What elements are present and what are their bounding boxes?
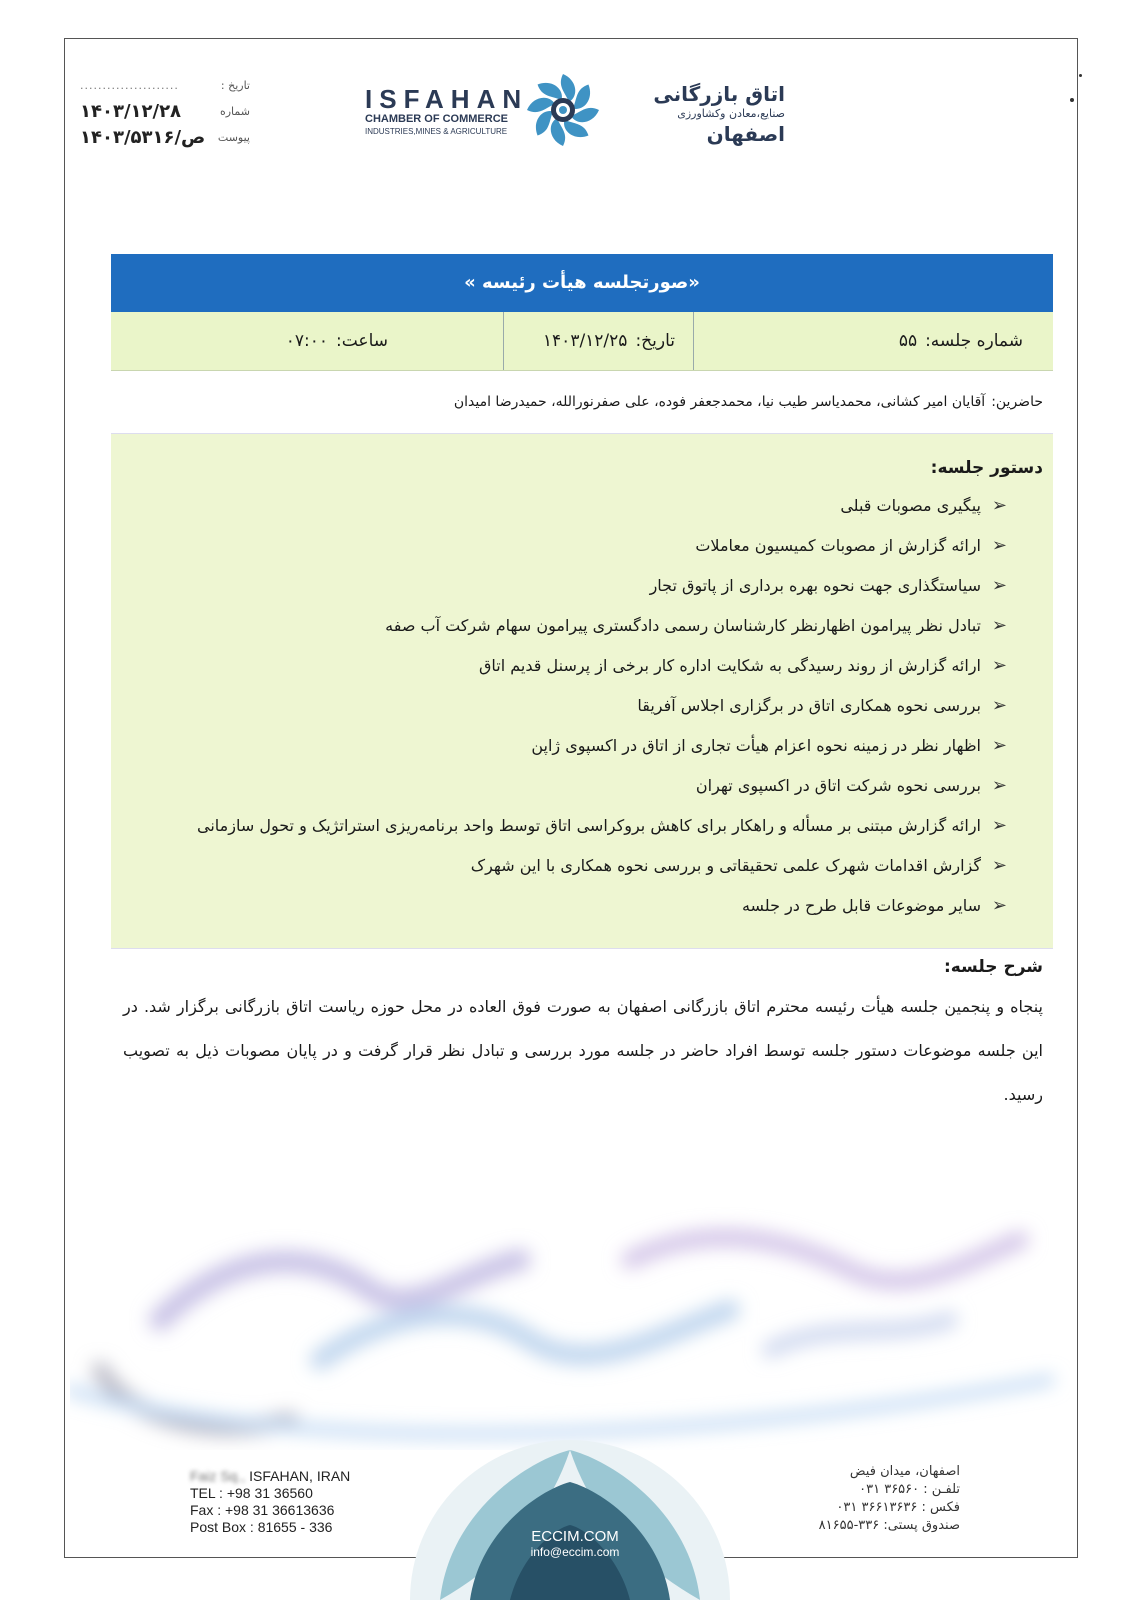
session-number-label: شماره جلسه: (925, 331, 1023, 351)
session-time-value: ۰۷:۰۰ (285, 331, 328, 351)
chamber-logo (365, 72, 785, 152)
agenda-item: ➢ ارائه گزارش از روند رسیدگی به شکایت اداره کار برخی از پرسنل قدیم اتاق (123, 646, 1043, 686)
fa-pobox: صندوق پستی: ۳۳۶-۸۱۶۵۵ (818, 1518, 960, 1533)
attachment-value: ۱۴۰۳/ص/۵۳۱۶ (80, 126, 206, 148)
attachment-row (80, 124, 250, 150)
en-pobox: Post Box : 81655 - 336 (190, 1519, 333, 1535)
arrow-bullet-icon: ➢ (991, 775, 1007, 796)
footer-contact-persian (780, 1463, 960, 1535)
agenda-item: ➢ اظهار نظر در زمینه نحوه اعزام هیأت تجاری از اتاق در اکسپوی ژاپن (123, 726, 1043, 766)
minutes-title: «صورتجلسه هیأت رئیسه » (111, 254, 1053, 312)
fa-address: اصفهان، میدان فیض (849, 1464, 960, 1479)
arrow-bullet-icon: ➢ (991, 855, 1007, 876)
agenda-item: ➢ سایر موضوعات قابل طرح در جلسه (123, 886, 1043, 926)
agenda-item: ➢ ارائه گزارش از مصوبات کمیسیون معاملات (123, 526, 1043, 566)
email-link[interactable]: info@eccim.com (530, 1545, 620, 1559)
logo-en-line3: INDUSTRIES,MINES & AGRICULTURE (365, 127, 508, 136)
agenda-item: ➢ سیاستگذاری جهت نحوه بهره برداری از پاتوق تجار (123, 566, 1043, 606)
agenda-section (111, 434, 1053, 948)
agenda-heading: دستور جلسه: (930, 458, 1043, 478)
attendees-label: حاضرین: (991, 394, 1043, 410)
footer-contact-english (190, 1468, 390, 1536)
arrow-bullet-icon: ➢ (991, 495, 1007, 516)
agenda-item: ➢ تبادل نظر پیرامون اظهارنظر کارشناسان رسمی دادگستری پیرامون سهام شرکت آب صفه (123, 606, 1043, 646)
session-number-value: ۵۵ (898, 331, 918, 351)
en-address (190, 1468, 390, 1485)
logo-emblem-icon (525, 72, 601, 148)
session-time-label: ساعت: (336, 331, 388, 351)
logo-en-name: ISFAHAN (365, 84, 529, 114)
description-heading: شرح جلسه: (943, 957, 1043, 977)
blurred-signature-marks (70, 1200, 1070, 1450)
arrow-bullet-icon: ➢ (991, 655, 1007, 676)
attendees-value: آقایان امیر کشانی، محمدیاسر طیب نیا، محمدجعفر فوده، علی صفرنورالله، حمیدرضا امیدان (453, 394, 986, 410)
en-tel: TEL : +98 31 36560 (190, 1485, 313, 1501)
description-section (111, 948, 1053, 1147)
attachment-label: پیوست (217, 130, 250, 144)
session-number-cell (693, 312, 1053, 370)
footer-website (500, 1528, 650, 1559)
number-row (80, 98, 250, 124)
number-label: شماره (219, 104, 250, 118)
logo-fa-line2: صنایع،معادن وکشاورزی (677, 107, 785, 120)
logo-fa-line3: اصفهان (706, 122, 785, 146)
logo-persian (615, 82, 785, 146)
arrow-bullet-icon: ➢ (991, 615, 1007, 636)
blurred-signatures (70, 1200, 1070, 1450)
agenda-item: ➢ ارائه گزارش مبتنی بر مسأله و راهکار برای کاهش بروکراسی اتاق توسط واحد برنامه‌ریزی استراتژیک و تحول سازمانی (123, 806, 1043, 846)
date-row (80, 72, 250, 98)
session-time-cell (111, 312, 503, 370)
corner-marks (1064, 70, 1084, 110)
fa-phone: تلفـن : ۳۶۵۶۰ ۰۳۱ (859, 1482, 960, 1497)
agenda-item: ➢ بررسی نحوه شرکت اتاق در اکسپوی تهران (123, 766, 1043, 806)
minutes-table (111, 254, 1053, 1147)
logo-en-line2: CHAMBER OF COMMERCE (365, 113, 508, 125)
date-label: تاریخ : (220, 78, 250, 92)
letter-metadata (80, 72, 250, 150)
session-date-value: ۱۴۰۳/۱۲/۲۵ (542, 331, 628, 351)
session-info-row (111, 312, 1053, 371)
fa-fax: فکس : ۳۶۶۱۳۶۳۶ ۰۳۱ (836, 1500, 960, 1515)
attendees-row (111, 371, 1053, 434)
date-placeholder: ...................... (80, 78, 179, 92)
agenda-list (123, 486, 1043, 926)
arrow-bullet-icon: ➢ (991, 575, 1007, 596)
logo-english (365, 84, 529, 138)
agenda-item: ➢ گزارش اقدامات شهرک علمی تحقیقاتی و بررسی نحوه همکاری با این شهرک (123, 846, 1043, 886)
arrow-bullet-icon: ➢ (991, 815, 1007, 836)
footer-emblem (400, 1420, 740, 1600)
agenda-item: ➢ بررسی نحوه همکاری اتاق در برگزاری اجلاس آفریقا (123, 686, 1043, 726)
session-date-label: تاریخ: (635, 331, 675, 351)
en-address-blurred: Faiz Sq., (190, 1468, 246, 1484)
description-text: پنجاه و پنجمین جلسه هیأت رئیسه محترم اتاق بازرگانی اصفهان به صورت فوق العاده در محل حوزه ریاست اتاق بازرگانی برگزار شد. در این جلسه موضوعات دستور جلسه توسط افراد حاضر در جلسه مورد بررسی و تبادل نظر قرار گرفت و در پایان مصوبات ذیل به تصویب رسید. (123, 997, 1043, 1104)
arrow-bullet-icon: ➢ (991, 535, 1007, 556)
arrow-bullet-icon: ➢ (991, 735, 1007, 756)
arrow-bullet-icon: ➢ (991, 695, 1007, 716)
en-fax: Fax : +98 31 36613636 (190, 1502, 335, 1518)
number-value: ۱۴۰۳/۱۲/۲۸ (80, 100, 182, 122)
arrow-bullet-icon: ➢ (991, 895, 1007, 916)
logo-fa-line1: اتاق بازرگانی (653, 82, 785, 106)
en-address-city: ISFAHAN, IRAN (245, 1468, 351, 1484)
agenda-item: ➢ پیگیری مصوبات قبلی (123, 486, 1043, 526)
session-date-cell (503, 312, 693, 370)
website-link[interactable]: ECCIM.COM (531, 1528, 619, 1545)
